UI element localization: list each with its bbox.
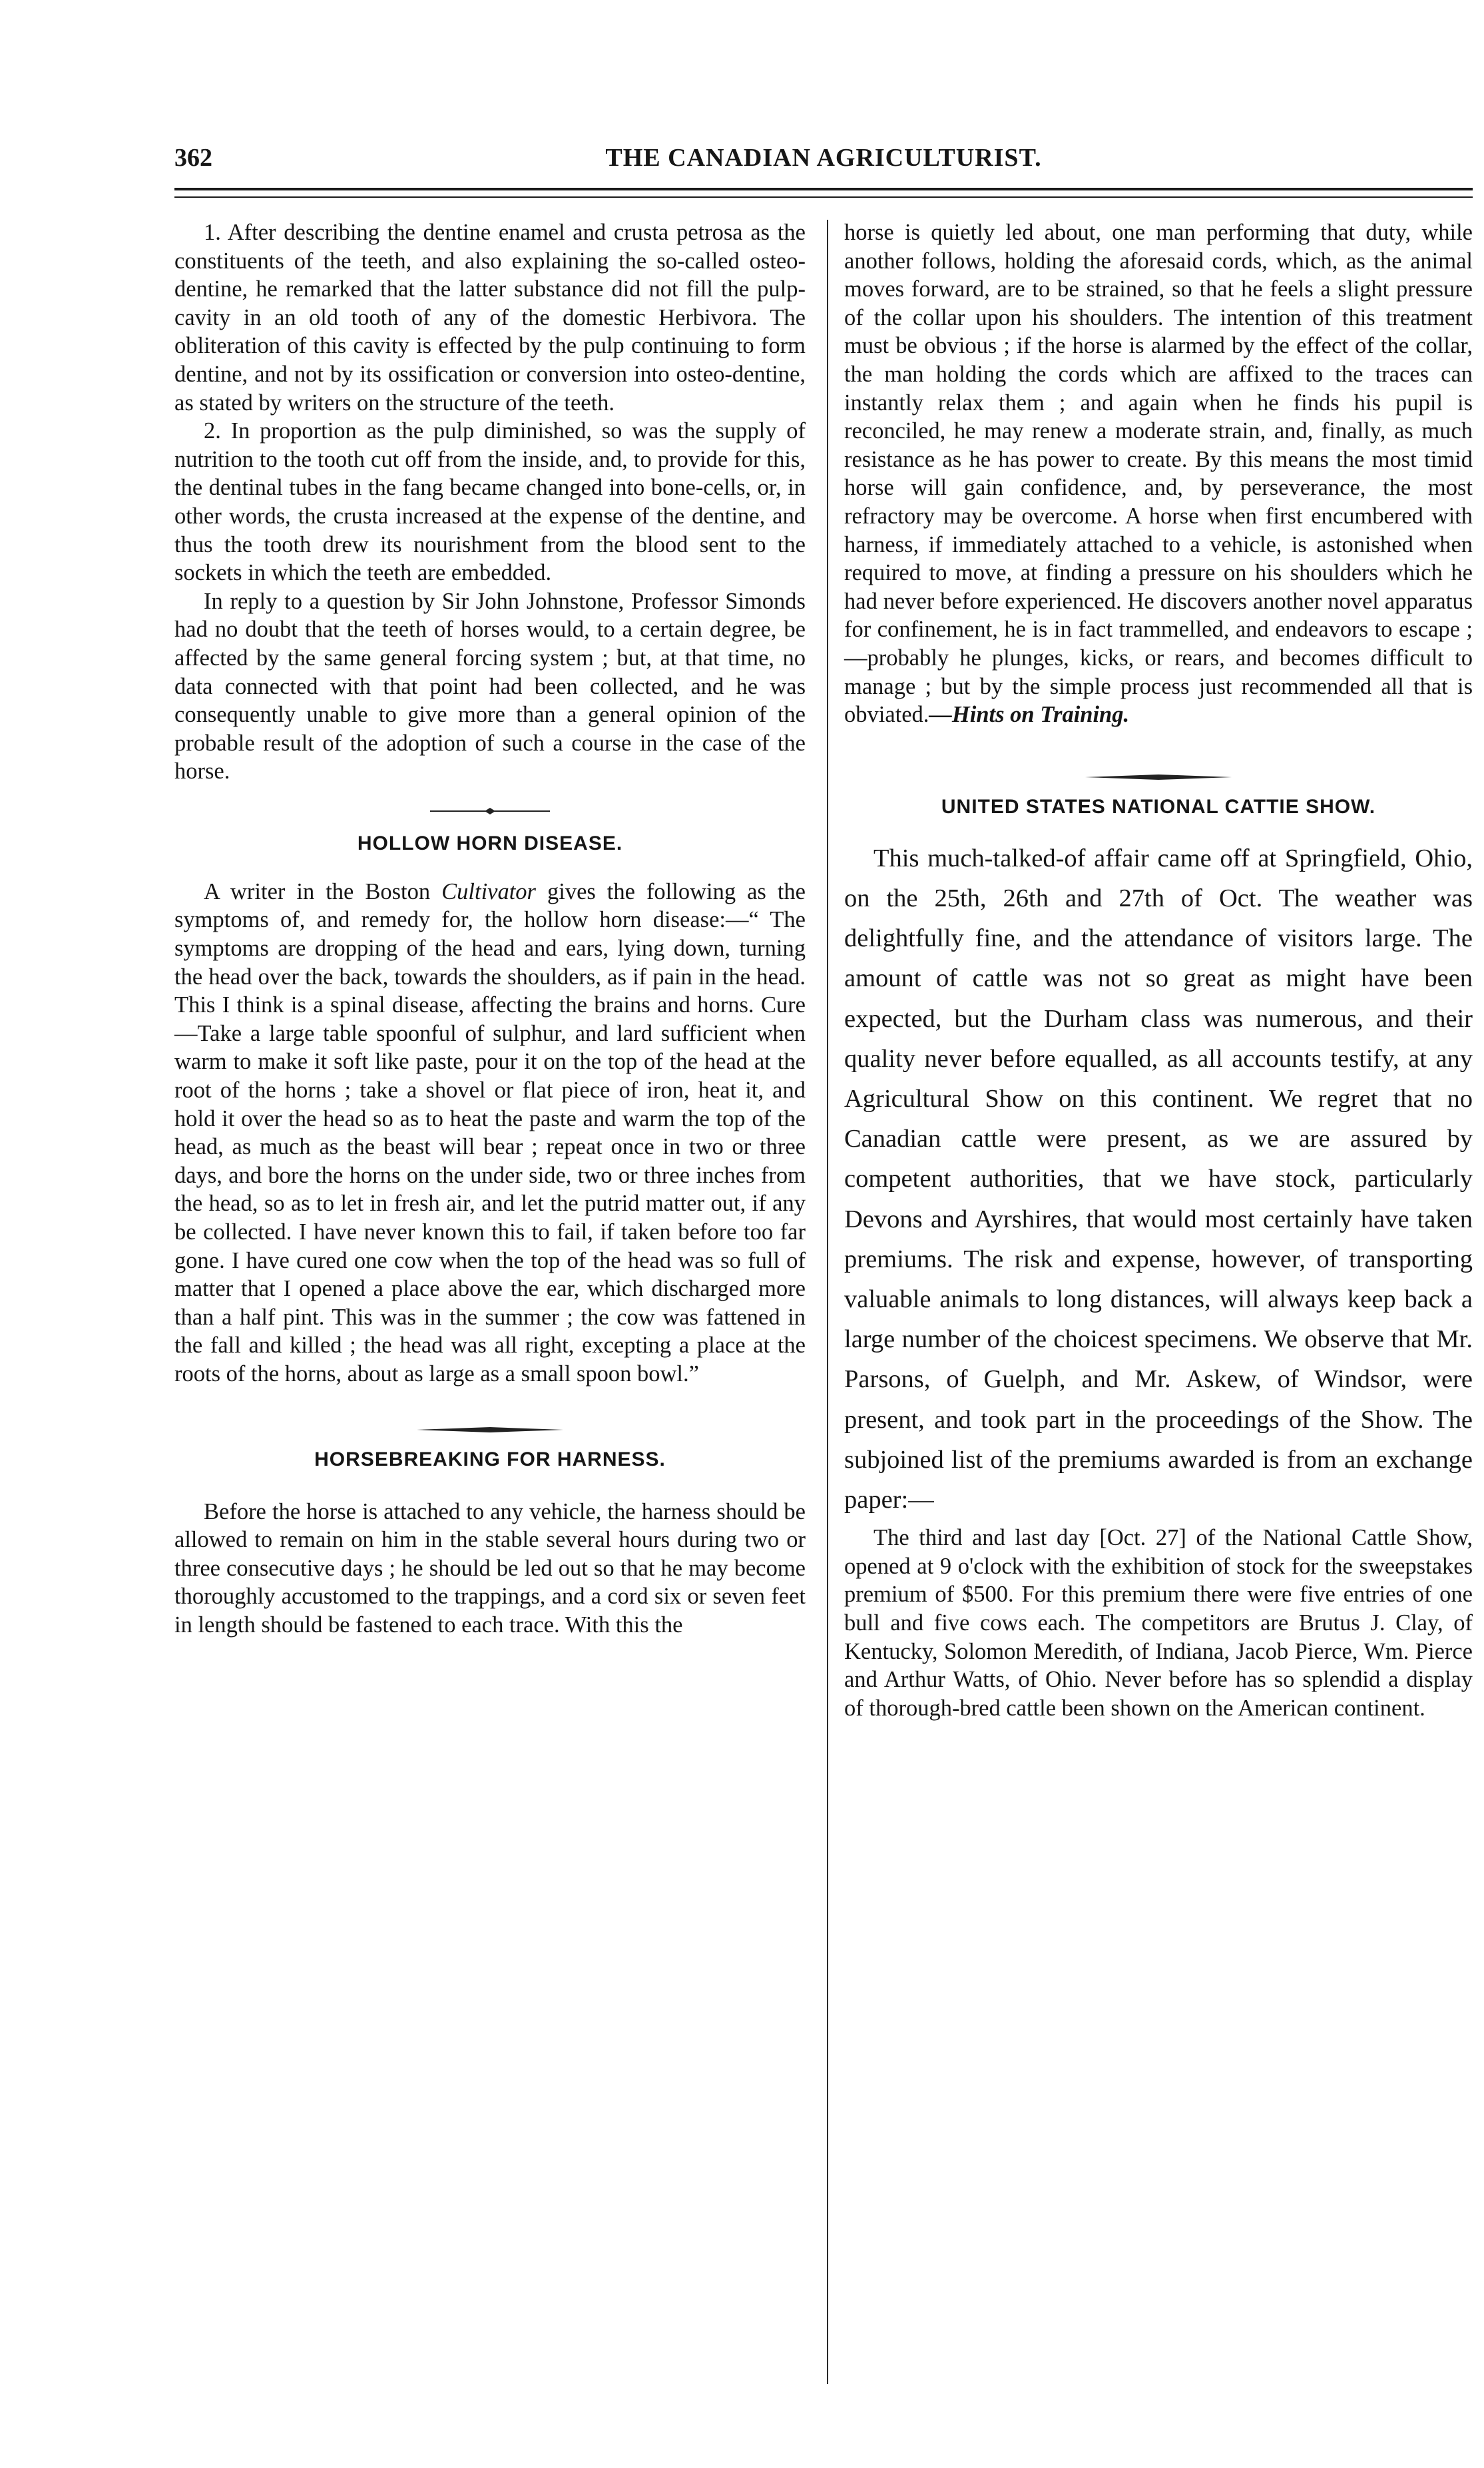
paragraph-hollow-horn: A writer in the Boston Cultivator gives the following as the symptoms of, and remedy for, the hollow horn disease:—“ The symptoms are dropping of the head and ears, lying down, turning the head over the back, towards the shoulders, as if pain in the head. This I think is a spinal disease, affecting the brains and horns. Cure—Take a large table spoonful of sulphur, and lard sufficient when warm to make it soft like paste, pour it on the top of the head at the root of the horns ; take a shovel or flat piece of iron, heat it, and hold it over the head so as to heat the paste and warm the top of the head, as much as the beast will bear ; repeat once in two or three days, and bore the horns on the under side, two or three inches from the head, so as to let in fresh air, and let the putrid matter out, if any be collected. I have never known this to fail, if taken before too far gone. I have cured one cow when the top of the head was so full of matter that I opened a place above the ear, which discharged more than a half pint. This was in the summer ; the cow was fattened in the fall and killed ; the head was all right, excepting a place at the roots of the horns, about as large as a small spoon bowl.”	[174, 878, 806, 1387]
heading-cattle-show: UNITED STATES NATIONAL CATTIE SHOW.	[941, 795, 1376, 818]
paragraph-dentine-2: 2. In proportion as the pulp diminished, so was the supply of nutrition to the tooth cut off from the inside, and, to provide for this, the dentinal tubes in the fang became changed into bone-cells, or, in other words, the crusta increased at the expense of the dentine, and thus the tooth drew its nourishment from the blood sent to the sockets in which the teeth are embedded.	[174, 418, 806, 586]
left-column	[174, 218, 806, 1640]
paragraph-reply: In reply to a question by Sir John Johnstone, Professor Simonds had no doubt that the teeth of horses would, to a certain degree, be affected by the same general forcing system ; but, at that time, no data connected with that point had been collected, and he was consequently unable to give more than a general opinion of the probable result of the adoption of such a course in the case of the horse.	[174, 588, 806, 784]
paragraph-horsebreaking: Before the horse is attached to any vehicle, the harness should be allowed to remain on him in the stable several hours during two or three consecutive days ; he should be led out so that he may become thoroughly accustomed to the trappings, and a cord six or seven feet in length should be fastened to each trace. With this the	[174, 1498, 806, 1638]
paragraph-horsebreaking-cont: horse is quietly led about, one man performing that duty, while another follows, holding the aforesaid cords, which, as the animal moves forward, are to be strained, so that he feels a slight pressure of the collar upon his shoulders. The intention of this treatment must be obvious ; if the horse is alarmed by the effect of the collar, the man holding the cords which are affixed to the traces can instantly relax them ; and again when he finds his pupil is reconciled, he may renew a moderate strain, and, finally, as much resistance as he has power to create. By this means the most timid horse will gain confidence, and, by perseverance, the most refractory may be overcome. A horse when first encumbered with harness, if immediately attached to a vehicle, is astonished when required to move, at finding a pressure on his shoulders which he had never before experienced. He discovers another novel apparatus for confinement, he is in fact trammelled, and endeavors to escape ;—probably he plunges, kicks, or rears, and becomes difficult to manage ; but by the simple process just recommended all that is obviated.—Hints on Training.	[844, 220, 1473, 728]
running-title: THE CANADIAN AGRICULTURIST.	[605, 144, 1042, 172]
header-rule	[174, 188, 1473, 198]
column-divider	[827, 220, 828, 2384]
section-ornament	[423, 804, 557, 818]
right-column	[844, 218, 1473, 1722]
paragraph-cattle-show-1: This much-talked-of affair came off at Springfield, Ohio, on the 25th, 26th and 27th of Oct. The weather was delightfully fine, and the attendance of visitors large. The amount of cattle was not so great as might have been expected, but the Durham class was numerous, and their quality never before equalled, as all accounts testify, at any Agricultural Show on this continent. We regret that no Canadian cattle were present, as we are assured by competent authorities, that we have stock, particularly Devons and Ayrshires, that would most certainly have taken premiums. The risk and expense, however, of transporting valuable animals to long distances, will always keep back a large number of the choicest specimens. We observe that Mr. Parsons, of Guelph, and Mr. Askew, of Windsor, were present, and took part in the proceedings of the Show. The subjoined list of the premiums awarded is from an exchange paper:—	[844, 844, 1473, 1514]
heading-hollow-horn: HOLLOW HORN DISEASE.	[357, 832, 623, 854]
paragraph-cattle-show-2: The third and last day [Oct. 27] of the National Cattle Show, opened at 9 o'clock with the exhibition of stock for the sweepstakes premium of $500. For this premium there were five entries of one bull and five cows each. The competitors are Brutus J. Clay, of Kentucky, Solomon Meredith, of Indiana, Jacob Pierce, Wm. Pierce and Arthur Watts, of Ohio. Never before has so splendid a display of thorough-bred cattle been shown on the American continent.	[844, 1525, 1473, 1721]
page-number: 362	[174, 144, 212, 172]
section-ornament	[1079, 771, 1238, 784]
section-ornament	[410, 1423, 570, 1436]
heading-horsebreaking: HORSEBREAKING FOR HARNESS.	[314, 1448, 666, 1470]
page-header	[174, 143, 1473, 175]
paragraph-dentine-1: 1. After describing the dentine enamel and crusta petrosa as the constituents of the teeth, and also explaining the so-called osteo-dentine, he remarked that the latter substance did not fill the pulp-cavity in an old tooth of any of the domestic Herbivora. The obliteration of this cavity is effected by the pulp continuing to form dentine, and not by its ossification or conversion into osteo-dentine, as stated by writers on the structure of the teeth.	[174, 220, 806, 416]
